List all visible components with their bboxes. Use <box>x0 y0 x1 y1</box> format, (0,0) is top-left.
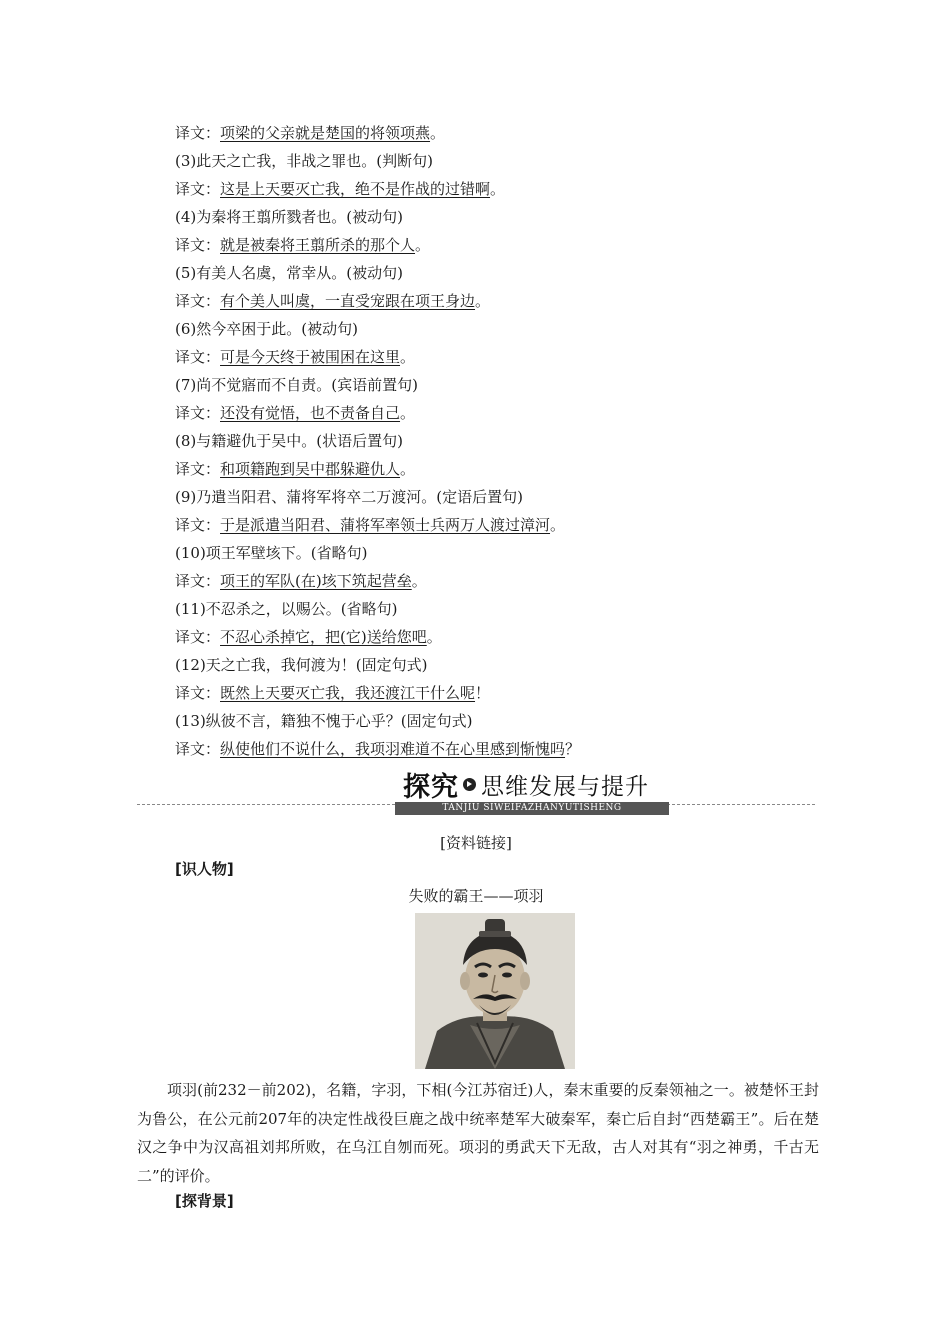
translation-prefix: 译文： <box>175 404 221 422</box>
sentence-text: (9)乃遣当阳君、蒲将军将卒二万渡河。(定语后置句) <box>175 488 523 506</box>
translation-line <box>175 287 815 315</box>
translation-answer: 既然上天要灭亡我，我还渡江干什么呢 <box>220 684 476 702</box>
section-banner <box>137 766 815 820</box>
translation-line <box>175 175 815 203</box>
sentence-text: (6)然今卒困于此。(被动句) <box>175 320 358 338</box>
banner-sub-text: 思维发展与提升 <box>481 773 649 800</box>
sentence-line <box>175 259 815 287</box>
biography-paragraph: 项羽(前232－前202)，名籍，字羽，下相(今江苏宿迁)人，秦末重要的反秦领袖之一。被楚怀王封为鲁公，在公元前207年的决定性战役巨鹿之战中统率楚军大破秦军，秦亡后自封“西楚霸王”。后在楚汉之争中为汉高祖刘邦所败，在乌江自刎而死。项羽的勇武天下无敌，古人对其有“羽之神勇，千古无二”的评价。 <box>137 1081 819 1185</box>
portrait-caption: 失败的霸王——项羽 <box>408 887 544 905</box>
translation-line <box>175 455 815 483</box>
sentence-line <box>175 315 815 343</box>
line-punctuation: 。 <box>490 180 506 198</box>
line-punctuation: 。 <box>550 516 566 534</box>
translation-line <box>175 511 815 539</box>
translation-prefix: 译文： <box>175 180 221 198</box>
translation-answer: 项梁的父亲就是楚国的将领项燕 <box>220 124 431 142</box>
banner-pinyin: TANJIU SIWEIFAZHANYUTISHENG <box>395 802 669 815</box>
translation-prefix: 译文： <box>175 460 221 478</box>
sentence-text: (5)有美人名虞，常幸从。(被动句) <box>175 264 403 282</box>
resource-link-heading: [资料链接] <box>440 834 512 852</box>
sentence-line <box>175 147 815 175</box>
translation-answer: 这是上天要灭亡我，绝不是作战的过错啊 <box>220 180 491 198</box>
translation-line <box>175 735 815 763</box>
portrait-illustration <box>415 913 575 1069</box>
translation-prefix: 译文： <box>175 684 221 702</box>
sentence-line <box>175 371 815 399</box>
translation-prefix: 译文： <box>175 124 221 142</box>
translation-answer: 项王的军队(在)垓下筑起营垒 <box>220 572 412 590</box>
sentence-text: (10)项王军壁垓下。(省略句) <box>175 544 368 562</box>
translation-line <box>175 119 815 147</box>
translation-prefix: 译文： <box>175 292 221 310</box>
translation-prefix: 译文： <box>175 348 221 366</box>
sentence-text: (13)纵彼不言，籍独不愧于心乎？(固定句式) <box>175 712 473 730</box>
section-label-background: [探背景] <box>175 1192 234 1210</box>
translation-list <box>175 119 815 763</box>
line-punctuation: 。 <box>400 348 416 366</box>
translation-line <box>175 567 815 595</box>
sentence-line <box>175 707 815 735</box>
sentence-text: (7)尚不觉寤而不自责。(宾语前置句) <box>175 376 418 394</box>
line-punctuation: 。 <box>426 628 442 646</box>
translation-answer: 纵使他们不说什么，我项羽难道不在心里感到惭愧吗 <box>220 740 566 758</box>
translation-line <box>175 343 815 371</box>
line-punctuation: 。 <box>475 292 491 310</box>
translation-answer: 有个美人叫虞，一直受宠跟在项王身边 <box>220 292 476 310</box>
translation-answer: 于是派遣当阳君、蒲将军率领士兵两万人渡过漳河 <box>220 516 551 534</box>
translation-prefix: 译文： <box>175 740 221 758</box>
line-punctuation: 。 <box>411 572 427 590</box>
translation-line <box>175 679 815 707</box>
banner-main-text: 探究 <box>403 771 459 803</box>
translation-prefix: 译文： <box>175 628 221 646</box>
banner-title <box>399 766 653 802</box>
translation-line <box>175 623 815 651</box>
sentence-text: (4)为秦将王翦所戮者也。(被动句) <box>175 208 403 226</box>
sentence-line <box>175 539 815 567</box>
translation-prefix: 译文： <box>175 572 221 590</box>
line-punctuation: ？ <box>565 740 581 758</box>
sentence-line <box>175 651 815 679</box>
line-punctuation: 。 <box>430 124 446 142</box>
translation-answer: 还没有觉悟，也不责备自己 <box>220 404 401 422</box>
sentence-text: (11)不忍杀之，以赐公。(省略句) <box>175 600 398 618</box>
translation-answer: 可是今天终于被围困在这里 <box>220 348 401 366</box>
xiang-yu-portrait <box>415 913 575 1069</box>
translation-line <box>175 231 815 259</box>
translation-prefix: 译文： <box>175 236 221 254</box>
translation-answer: 和项籍跑到吴中郡躲避仇人 <box>220 460 401 478</box>
line-punctuation: 。 <box>400 404 416 422</box>
sentence-line <box>175 427 815 455</box>
translation-line <box>175 399 815 427</box>
section-label-character: [识人物] <box>175 860 234 878</box>
translation-prefix: 译文： <box>175 516 221 534</box>
sentence-text: (12)天之亡我，我何渡为！(固定句式) <box>175 656 428 674</box>
sentence-text: (3)此天之亡我，非战之罪也。(判断句) <box>175 152 433 170</box>
line-punctuation: ！ <box>475 684 491 702</box>
translation-answer: 不忍心杀掉它，把(它)送给您吧 <box>220 628 427 646</box>
sentence-text: (8)与籍避仇于吴中。(状语后置句) <box>175 432 403 450</box>
arrow-circle-icon <box>463 778 476 791</box>
line-punctuation: 。 <box>415 236 431 254</box>
translation-answer: 就是被秦将王翦所杀的那个人 <box>220 236 416 254</box>
sentence-line <box>175 203 815 231</box>
line-punctuation: 。 <box>400 460 416 478</box>
sentence-line <box>175 483 815 511</box>
sentence-line <box>175 595 815 623</box>
